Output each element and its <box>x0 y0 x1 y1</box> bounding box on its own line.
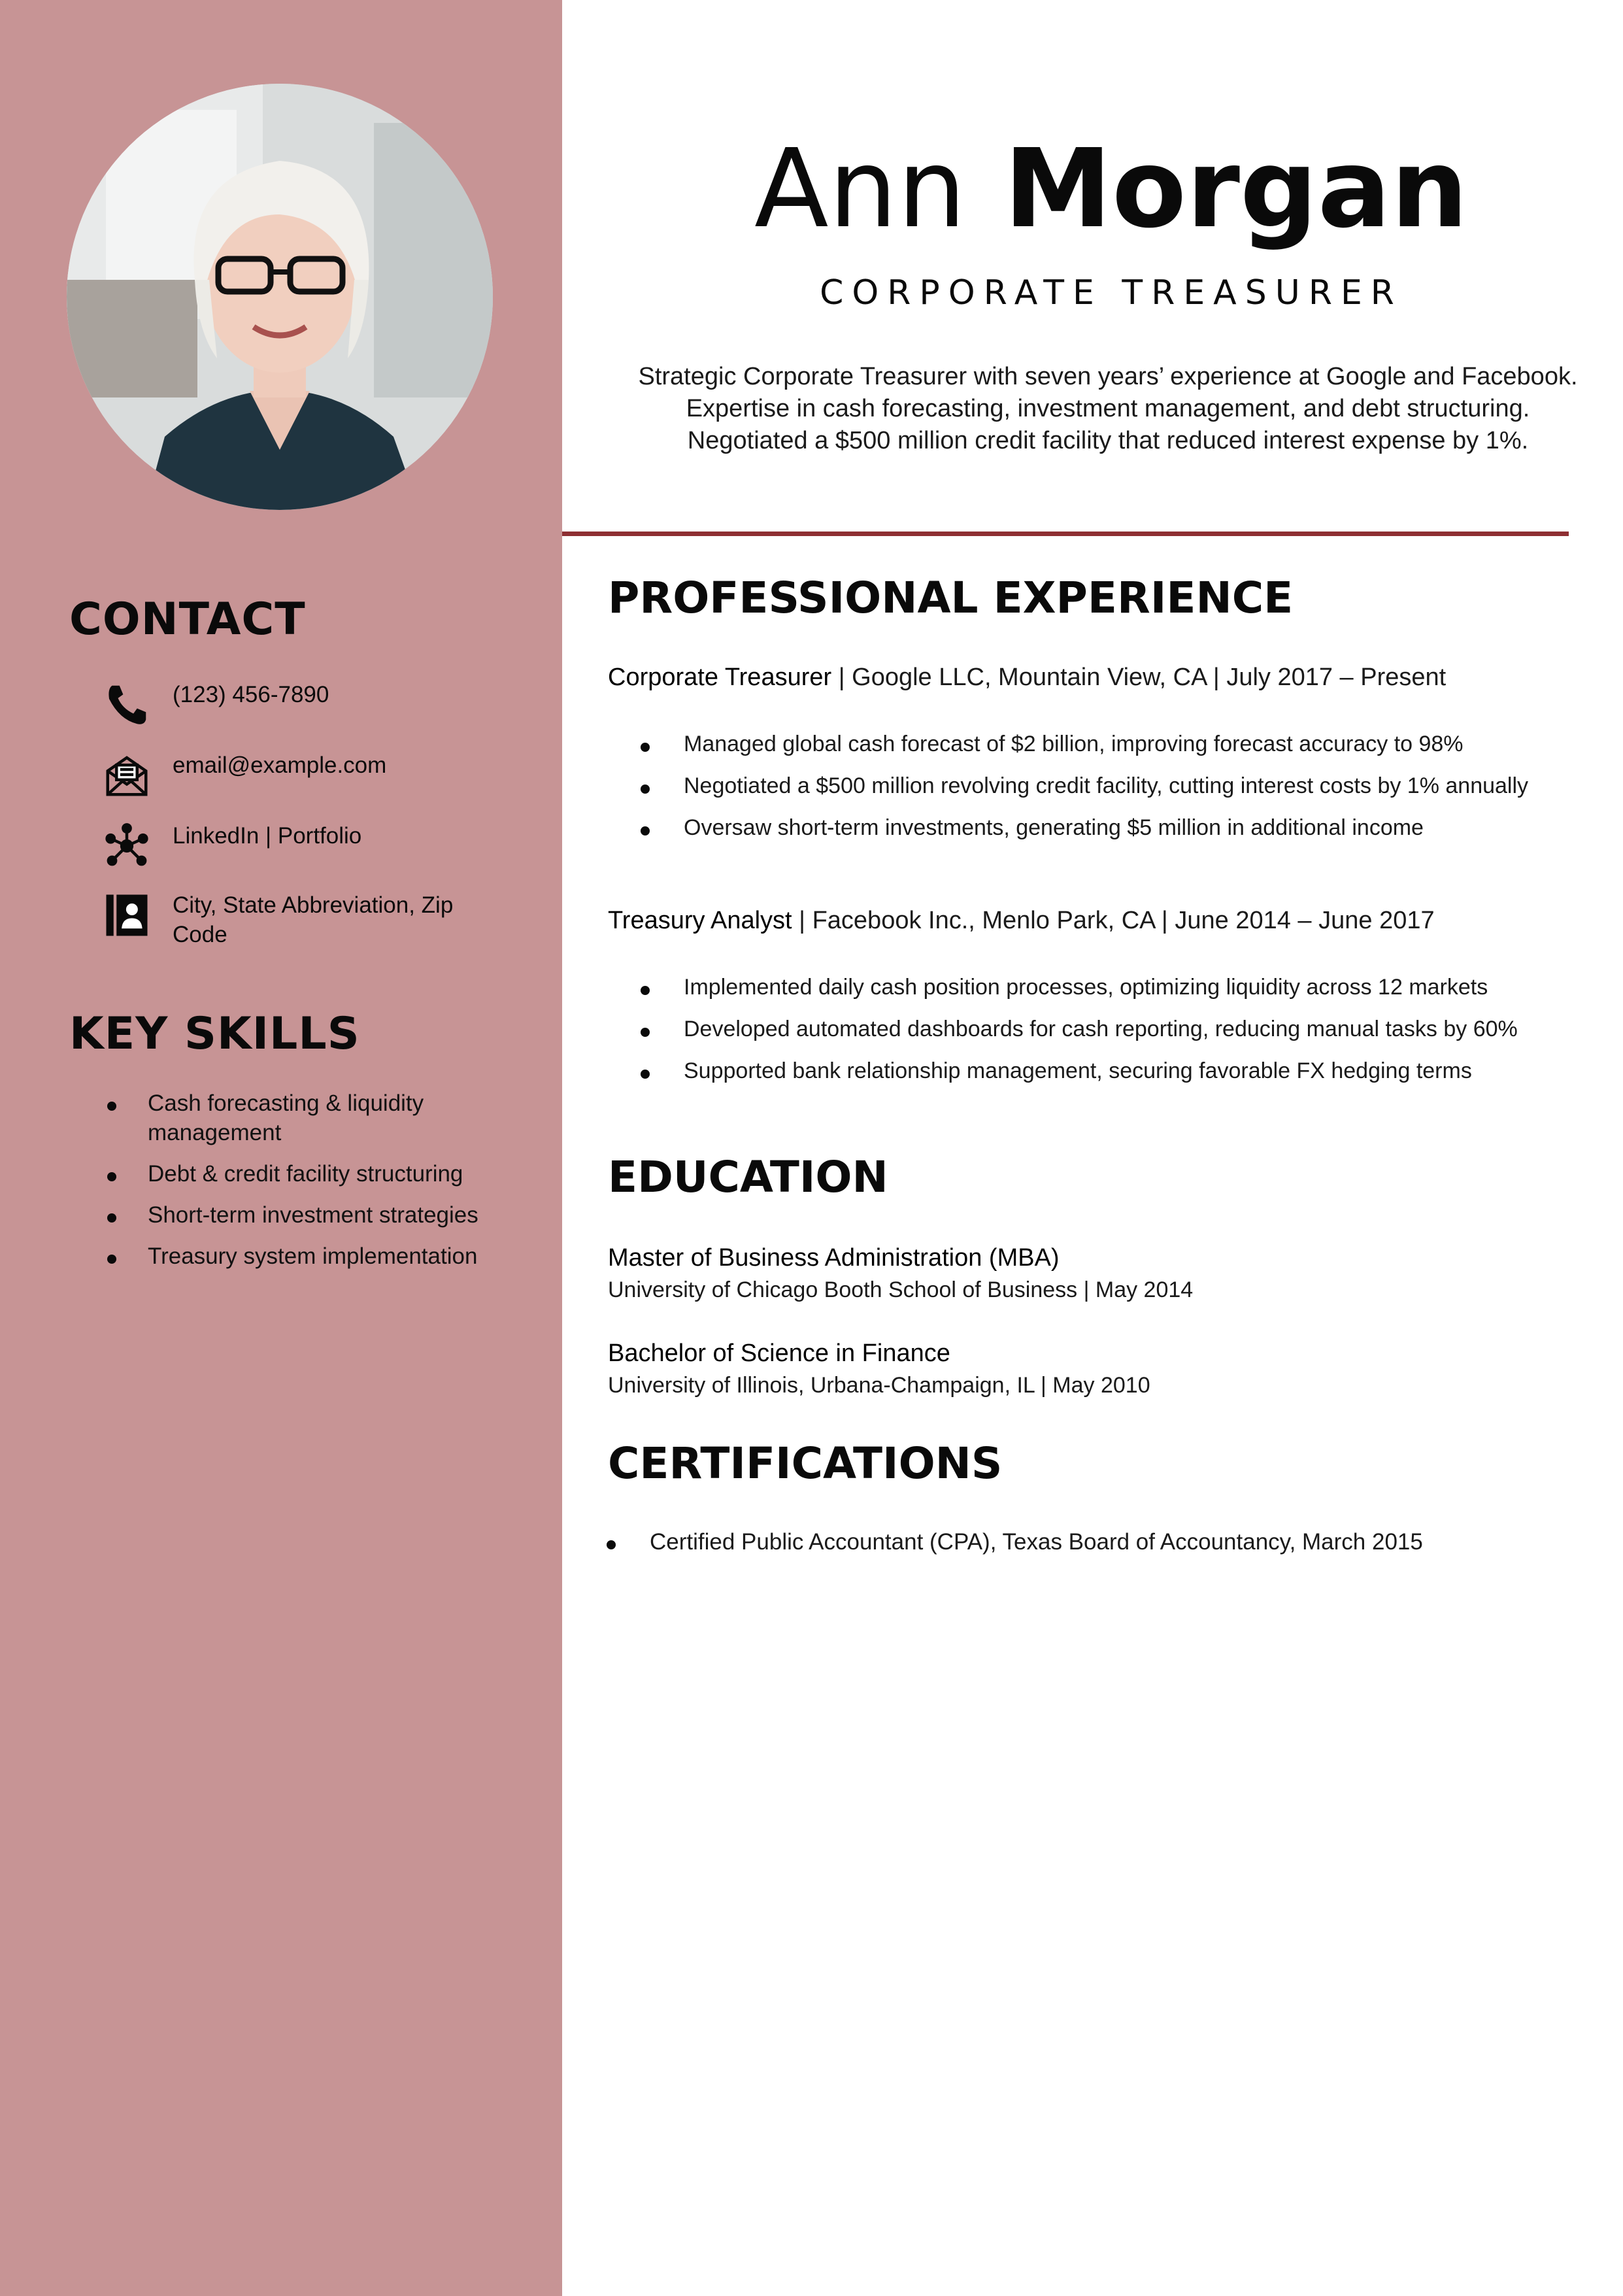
list-item: Developed automated dashboards for cash reporting, reducing manual tasks by 60% <box>641 1015 1543 1043</box>
list-item: Short-term investment strategies <box>105 1200 523 1230</box>
contact-links[interactable] <box>103 821 495 871</box>
school: University of Chicago Booth School of Business | May 2014 <box>608 1277 1194 1302</box>
job-role: Treasury Analyst <box>608 907 792 934</box>
divider <box>562 532 1569 536</box>
network-icon <box>103 821 153 871</box>
list-item: Managed global cash forecast of $2 billion, improving forecast accuracy to 98% <box>641 730 1543 758</box>
list-item: Implemented daily cash position processes, optimizing liquidity across 12 markets <box>641 973 1543 1002</box>
skills-heading: KEY SKILLS <box>69 1008 360 1060</box>
job-line <box>608 905 1435 936</box>
certifications-list <box>607 1527 1554 1557</box>
skills-list <box>105 1089 523 1283</box>
education-heading: EDUCATION <box>608 1152 888 1202</box>
job-bullets <box>641 973 1543 1098</box>
portrait-illustration <box>67 84 493 510</box>
degree: Master of Business Administration (MBA) <box>608 1244 1060 1272</box>
address-text: City, State Abbreviation, Zip Code <box>173 892 454 947</box>
degree: Bachelor of Science in Finance <box>608 1340 950 1367</box>
list-item: Oversaw short-term investments, generating $5 million in additional income <box>641 813 1543 842</box>
certifications-heading: CERTIFICATIONS <box>608 1438 1003 1489</box>
job-line <box>608 662 1446 693</box>
list-item: Negotiated a $500 million revolving credit facility, cutting interest costs by 1% annually <box>641 771 1543 800</box>
list-item: Debt & credit facility structuring <box>105 1159 523 1189</box>
job-title: CORPORATE TREASURER <box>820 273 1403 312</box>
list-item: Treasury system implementation <box>105 1241 523 1271</box>
job-role: Corporate Treasurer <box>608 664 832 691</box>
school: University of Illinois, Urbana-Champaign, IL | May 2010 <box>608 1373 1150 1398</box>
list-item: Certified Public Accountant (CPA), Texas Board of Accountancy, March 2015 <box>607 1527 1554 1557</box>
first-name: Ann <box>754 126 967 252</box>
job-details: | Google LLC, Mountain View, CA | July 2017 – Present <box>831 664 1447 691</box>
contact-heading: CONTACT <box>69 594 306 645</box>
contact-address <box>103 890 495 949</box>
email-text: email@example.com <box>173 752 387 778</box>
phone-icon <box>103 680 153 730</box>
email-icon <box>103 751 153 800</box>
summary: Strategic Corporate Treasurer with seven years’ experience at Google and Facebook. Expertise in cash forecasting, investment management, and debt structuring. Negotiated a $500 million credit facility that reduced interest expense by 1%. <box>638 363 1578 454</box>
phone-text: (123) 456-7890 <box>173 682 329 707</box>
links-text: LinkedIn | Portfolio <box>173 823 362 849</box>
last-name: Morgan <box>1003 126 1468 252</box>
job-details: | Facebook Inc., Menlo Park, CA | June 2014 – June 2017 <box>792 907 1435 934</box>
experience-heading: PROFESSIONAL EXPERIENCE <box>608 573 1294 623</box>
job-bullets <box>641 730 1543 855</box>
list-item: Cash forecasting & liquidity management <box>105 1089 523 1147</box>
contact-phone <box>103 680 495 730</box>
list-item: Supported bank relationship management, securing favorable FX hedging terms <box>641 1056 1543 1085</box>
contact-email[interactable] <box>103 751 495 800</box>
sidebar <box>0 0 562 2296</box>
profile-photo <box>67 84 493 510</box>
address-book-icon <box>103 890 153 940</box>
candidate-name <box>654 126 1569 252</box>
